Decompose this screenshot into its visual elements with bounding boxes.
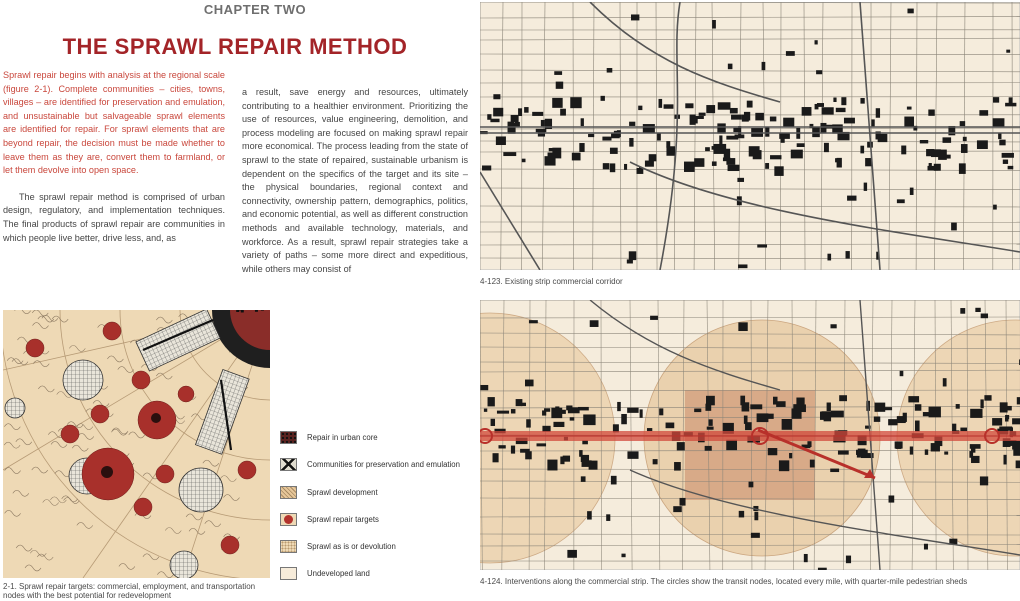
- urban-core-swatch: [280, 431, 297, 444]
- legend-label: Communities for preservation and emulation: [307, 459, 460, 469]
- figure-4-123-caption: 4-123. Existing strip commercial corridor: [480, 277, 623, 286]
- preservation-swatch: [280, 458, 297, 471]
- sprawl-as-is-swatch: [280, 540, 297, 553]
- legend-label: Sprawl development: [307, 487, 378, 497]
- legend-label: Repair in urban core: [307, 432, 378, 442]
- legend-label: Sprawl as is or devolution: [307, 541, 396, 551]
- page-title: THE SPRAWL REPAIR METHOD: [62, 34, 408, 59]
- undeveloped-swatch: [280, 567, 297, 580]
- figure-4-124-caption: 4-124. Interventions along the commercial strip. The circles show the transit nodes, located every mile, with quarter-mile pedestrian sheds: [480, 577, 968, 586]
- figure-4-123-map: [480, 2, 1020, 270]
- legend-item-repair-targets: [280, 511, 379, 527]
- figure-4-124-map: [480, 300, 1020, 570]
- text-column-1: [3, 69, 225, 245]
- body-paragraph-3: a result, save energy and resources, ultimately contributing to a healthier environment. Prioritizing the use of resources, value engineering, demolition, and process modeling are focused on making sprawl repair more economical. The process leading from the state of sprawl to the state of repaired, sustainable urbanism is dependent on the specifics of the target and its site – the physical boundaries, regional context and connectivity, ownership pattern, demographics, politics, and economic potential, as well as different construction methods and available technology, materials, and workforce. As a result, sprawl repair strategies take a variety of paths – some more direct and expeditious, while others may consist of: [242, 87, 468, 274]
- intro-paragraph: Sprawl repair begins with analysis at the regional scale (figure 2-1). Complete communities – cities, towns, villages – are identified for preservation and emulation, and unsustainable but salvageable sprawl elements are identified for repair. For sprawl elements that are beyond repair, the decision must be made whether to leave them as they are, convert them to farmland, or let them devolve into open space.: [3, 70, 225, 176]
- legend-item-preservation: [280, 456, 460, 472]
- legend-label: Sprawl repair targets: [307, 514, 379, 524]
- repair-targets-swatch: [280, 513, 297, 526]
- legend-item-sprawl-development: [280, 484, 378, 500]
- figure-2-1-caption: 2-1. Sprawl repair targets: commercial, employment, and transportation nodes with the best potential for redevelopment: [3, 582, 256, 601]
- sprawl-development-swatch: [280, 486, 297, 499]
- body-paragraph-2: The sprawl repair method is comprised of urban design, regulatory, and implementation techniques. The final products of sprawl repair are communities in which people live better, drive less, and, as: [3, 191, 225, 243]
- text-column-2: [242, 86, 468, 276]
- legend-item-sprawl-as-is: [280, 538, 396, 554]
- legend-label: Undeveloped land: [307, 568, 370, 578]
- legend-item-undeveloped: [280, 565, 370, 581]
- figure-2-1-diagram: [3, 310, 270, 578]
- chapter-label: CHAPTER TWO: [203, 2, 307, 17]
- legend-item-urban-core: [280, 429, 378, 445]
